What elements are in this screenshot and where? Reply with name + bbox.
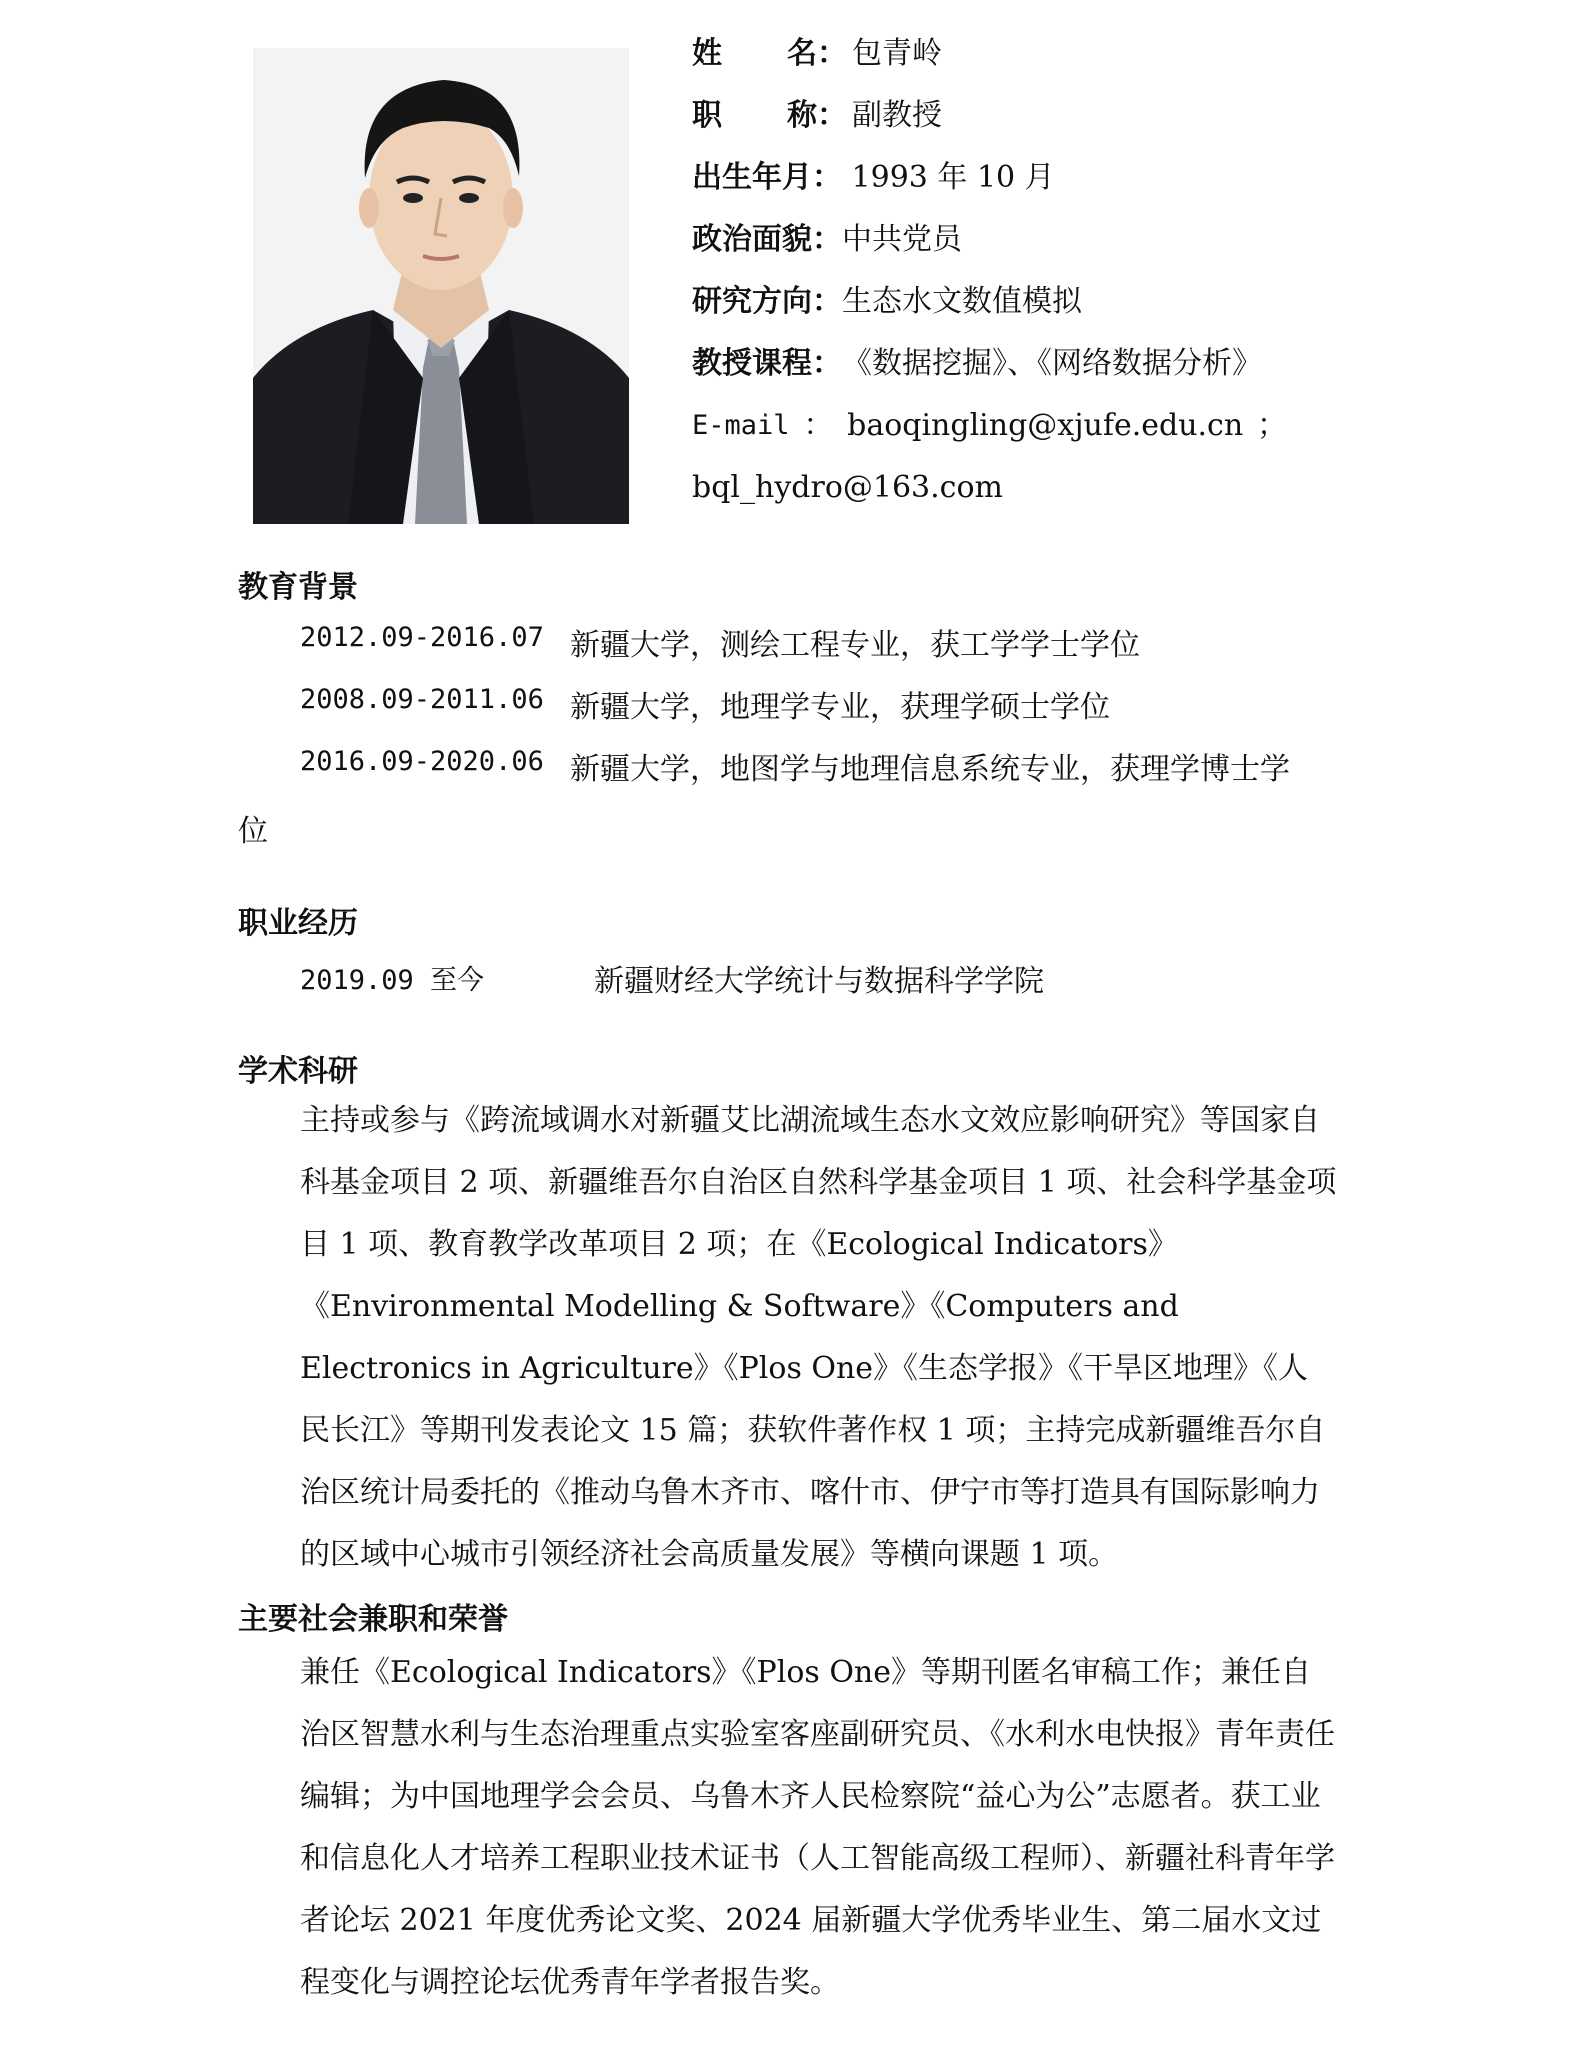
research-label: 研究方向： <box>692 284 842 319</box>
career-period-1: 2019.09 至今 <box>300 965 485 996</box>
birth-row <box>692 154 1342 216</box>
title-value: 副教授 <box>852 98 942 133</box>
education-text-1: 新疆大学，测绘工程专业，获工学学士学位 <box>570 628 1140 663</box>
research-value: 生态水文数值模拟 <box>842 284 1082 319</box>
education-heading: 教育背景 <box>238 570 358 605</box>
research-row <box>692 278 1342 340</box>
education-text-2: 新疆大学，地理学专业，获理学硕士学位 <box>570 690 1110 725</box>
courses-value: 《数据挖掘》、《网络数据分析》 <box>842 346 1262 381</box>
honors-heading: 主要社会兼职和荣誉 <box>238 1602 508 1637</box>
birth-label: 出生年月： <box>692 160 842 195</box>
politics-value: 中共党员 <box>842 222 962 257</box>
education-text-3-wrap: 位 <box>238 814 268 849</box>
politics-label: 政治面貌： <box>692 222 842 257</box>
portrait-image <box>253 48 629 524</box>
education-period-3: 2016.09-2020.06 <box>300 746 544 777</box>
birth-value: 1993 年 10 月 <box>851 160 1055 195</box>
email-row <box>692 402 1287 464</box>
education-period-1: 2012.09-2016.07 <box>300 622 544 653</box>
courses-label: 教授课程： <box>692 346 842 381</box>
title-row <box>692 92 1342 154</box>
email-colon: ： <box>803 408 834 443</box>
politics-row <box>692 216 1342 278</box>
name-label: 姓 名： <box>692 36 847 71</box>
name-value: 包青岭 <box>852 36 942 71</box>
career-heading: 职业经历 <box>238 906 358 941</box>
email-separator: ； <box>1256 408 1287 443</box>
email-row-2 <box>692 464 1342 526</box>
education-text-3: 新疆大学，地图学与地理信息系统专业，获理学博士学 <box>570 752 1290 787</box>
title-label: 职 称： <box>692 98 847 133</box>
research-paragraph <box>238 1090 1338 1586</box>
honors-paragraph <box>238 1642 1338 2014</box>
email-primary-link[interactable]: baoqingling@xjufe.edu.cn <box>847 408 1244 443</box>
honors-text: 兼任《Ecological Indicators》《Plos One》等期刊匿名审稿工作；兼任自治区智慧水利与生态治理重点实验室客座副研究员、《水利水电快报》青年责任编辑；为中国地理学会会员、乌鲁木齐人民检察院“益心为公”志愿者。获工业和信息化人才培养工程职业技术证书（人工智能高级工程师）、新疆社科青年学者论坛 2021 年度优秀论文奖、2024 届新疆大学优秀毕业生、第二届水文过程变化与调控论坛优秀青年学者报告奖。 <box>300 1655 1335 2000</box>
name-row <box>692 30 1342 92</box>
education-period-2: 2008.09-2011.06 <box>300 684 544 715</box>
research-heading: 学术科研 <box>238 1054 358 1089</box>
courses-row <box>692 340 1342 402</box>
email-secondary-link[interactable]: bql_hydro@163.com <box>692 470 1003 505</box>
email-label: E-mail <box>692 410 790 441</box>
portrait-photo <box>253 48 629 524</box>
research-text: 主持或参与《跨流域调水对新疆艾比湖流域生态水文效应影响研究》等国家自科基金项目 2 项、新疆维吾尔自治区自然科学基金项目 1 项、社会科学基金项目 1 项、教育教学改革项目 2 项；在《Ecological Indicators》《Environmental Modelling & Software》《Computers and Electronics in Agriculture》《Plos One》《生态学报》《干旱区地理》《人民长江》等期刊发表论文 15 篇；获软件著作权 1 项；主持完成新疆维吾尔自治区统计局委托的《推动乌鲁木齐市、喀什市、伊宁市等打造具有国际影响力的区域中心城市引领经济社会高质量发展》等横向课题 1 项。 <box>300 1103 1337 1572</box>
personal-info <box>692 30 1342 526</box>
career-text-1: 新疆财经大学统计与数据科学学院 <box>594 964 1044 999</box>
